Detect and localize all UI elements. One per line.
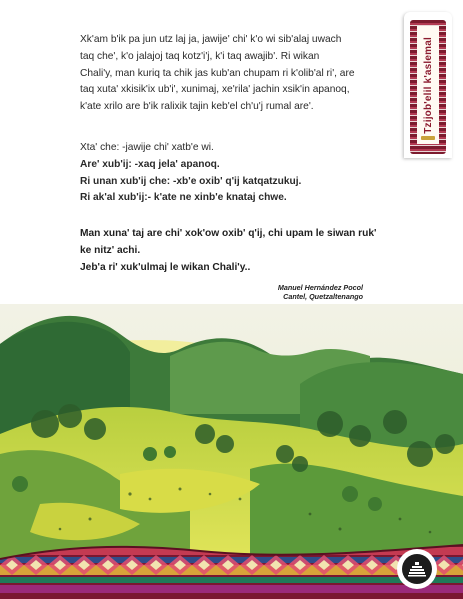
text-line: Xk'am b'ik pa jun utz laj ja, jawije' chi' k'o wi sib'alaj uwach <box>80 34 342 45</box>
paragraph-2 <box>80 140 400 207</box>
text-line: Are' xub'ij: -xaq jela' apanoq. <box>80 158 220 170</box>
text-line: taq xuta' xkisik'ix ub'i', xunimaj, xe'rila' jachin xsik'in apanoq, <box>80 84 350 96</box>
text-line: Man xuna' taj are chi' xok'ow oxib' q'ij, chi upam le siwan ruk' <box>80 228 377 239</box>
landscape-illustration <box>0 304 463 566</box>
text-line: k'ate xrilo are b'ik ralixik tajin keb'el ch'u'j rumal are'. <box>80 101 314 113</box>
author-credit <box>163 283 363 301</box>
text-line: Ri ak'al xub'ij:- k'ate ne xinb'e knataj chwe. <box>80 192 287 204</box>
section-tab <box>404 12 452 158</box>
text-line: Xta' che: -jawije chi' xatb'e wi. <box>80 142 214 153</box>
section-title: Tzijob'elil k'aslemal <box>422 36 434 134</box>
text-line: ke nitz' achi. <box>80 244 141 256</box>
weaving-icon <box>407 561 427 577</box>
text-line: Chali'y, man kuriq ta chik jas kub'an chupam ri k'olib'al ri', are <box>80 67 355 79</box>
text-line: taq che', k'o jalajoj taq kotz'i'j, k'i taq awajib'. Ri wikan <box>80 50 320 62</box>
paragraph-1 <box>80 32 400 116</box>
page-badge <box>399 551 435 587</box>
author-name: Manuel Hernández Pocol <box>277 283 363 292</box>
text-line: Ri unan xub'ij che: -xb'e oxib' q'ij katqatzukuj. <box>80 175 302 187</box>
section-tab-label <box>417 26 439 144</box>
paragraph-3 <box>80 226 400 276</box>
woven-textile-border <box>0 541 463 599</box>
author-place: Cantel, Quetzaltenango <box>283 292 363 301</box>
text-line: Jeb'a ri' xuk'ulmaj le wikan Chali'y.. <box>80 261 251 273</box>
tab-ornament <box>421 136 435 140</box>
